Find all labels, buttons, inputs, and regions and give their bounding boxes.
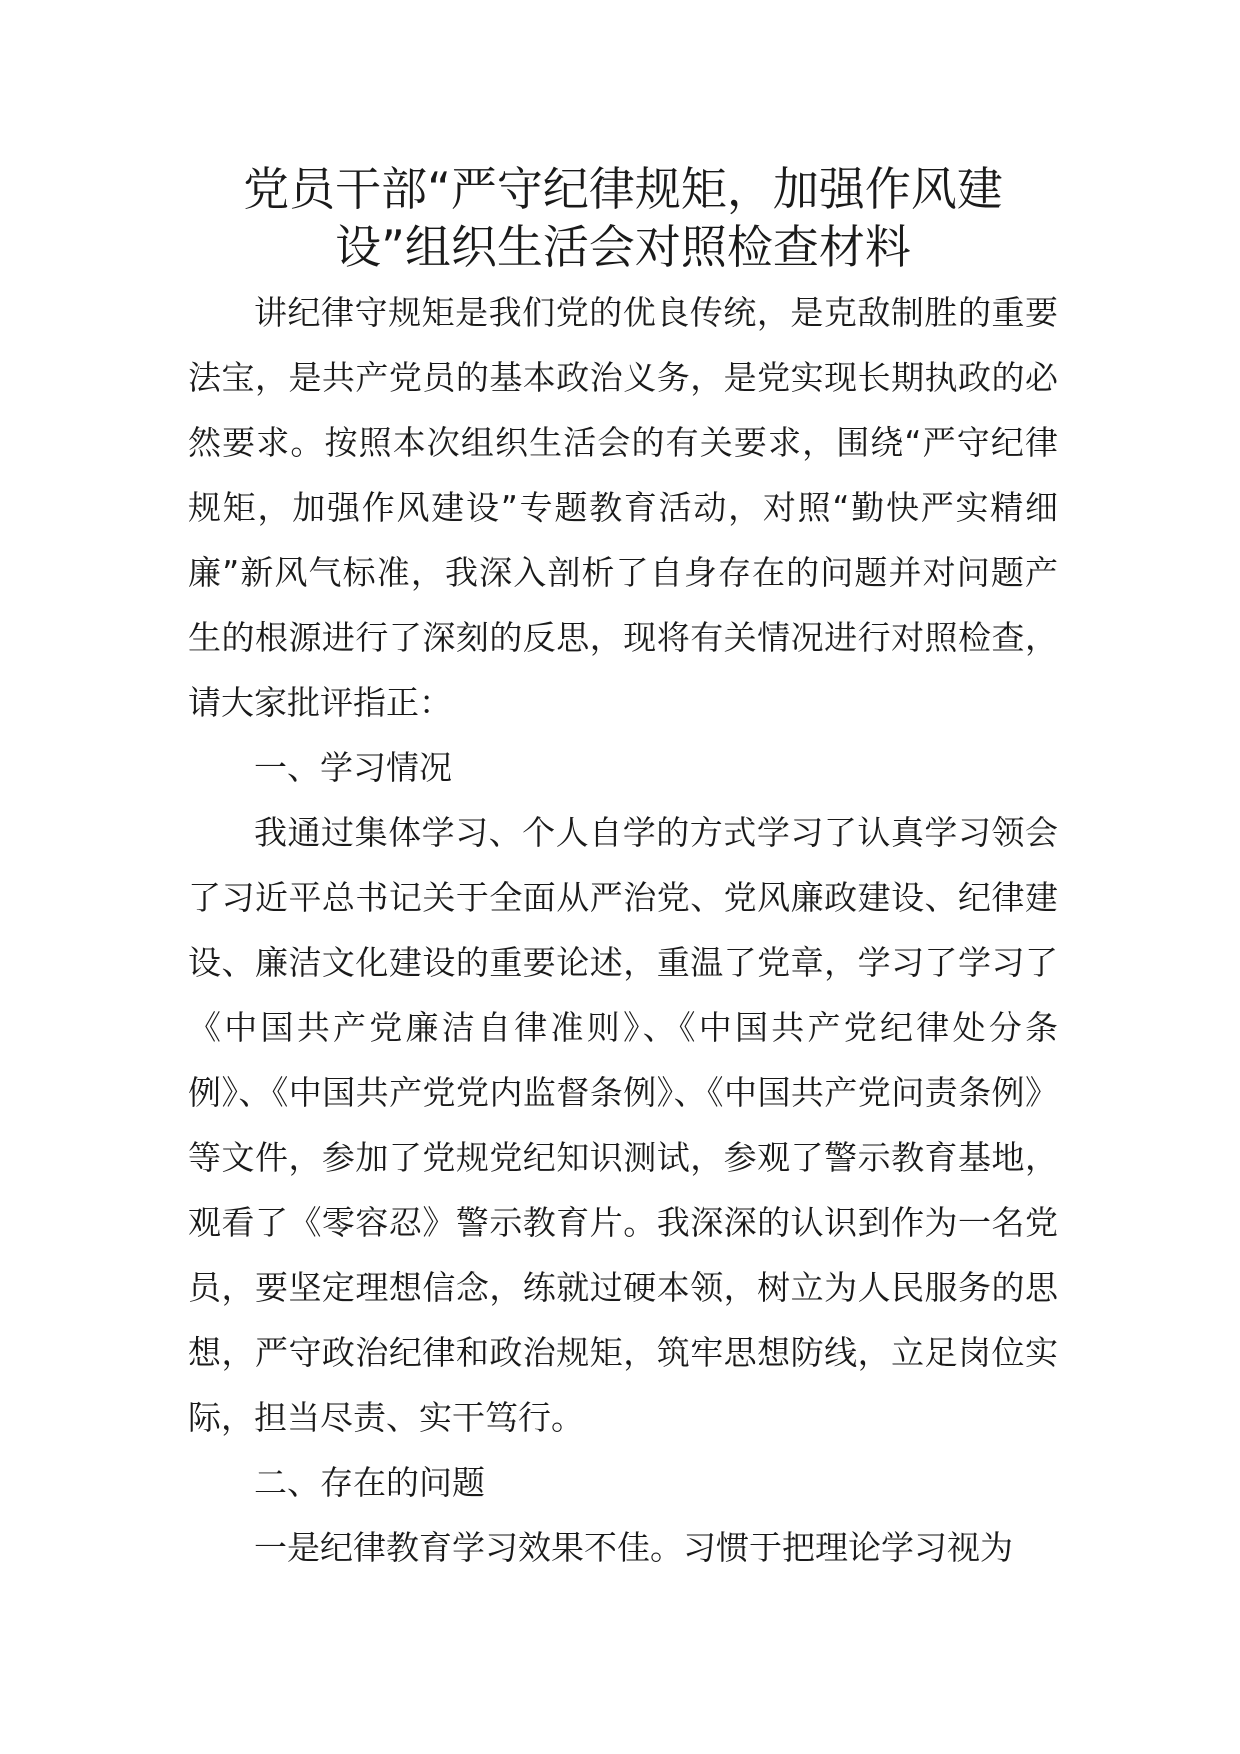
paragraph-problem-one: 一是纪律教育学习效果不佳。习惯于把理论学习视为 — [254, 1528, 1013, 1567]
section-heading-problems: 二、存在的问题 — [254, 1463, 485, 1502]
paragraph-study: 我通过集体学习、个人自学的方式学习了认真学习领会了习近平总书记关于全面从严治党、党风廉政建设、纪律建设、廉洁文化建设的重要论述，重温了党章，学习了学习了《中国共产党廉洁自律准则》、《中国共产党纪律处分条例》、《中国共产党党内监督条例》、《中国共产党问责条例》等文件，参加了党规党纪知识测试，参观了警示教育基地，观看了《零容忍》警示教育片。我深深的认识到作为一名党员，要坚定理想信念，练就过硬本领，树立为人民服务的思想，严守政治纪律和政治规矩，筑牢思想防线，立足岗位实际，担当尽责、实干笃行。 — [188, 813, 1058, 1437]
document-page — [188, 160, 1058, 1580]
document-title: 党员干部“严守纪律规矩，加强作风建设”组织生活会对照检查材料 — [243, 162, 1003, 274]
document-body — [188, 280, 1058, 1580]
paragraph-intro: 讲纪律守规矩是我们党的优良传统，是克敌制胜的重要法宝，是共产党员的基本政治义务，是党实现长期执政的必然要求。按照本次组织生活会的有关要求，围绕“严守纪律规矩，加强作风建设”专题教育活动，对照“勤快严实精细廉”新风气标准，我深入剖析了自身存在的问题并对问题产生的根源进行了深刻的反思，现将有关情况进行对照检查，请大家批评指正： — [188, 293, 1058, 722]
section-heading-study: 一、学习情况 — [254, 748, 452, 787]
